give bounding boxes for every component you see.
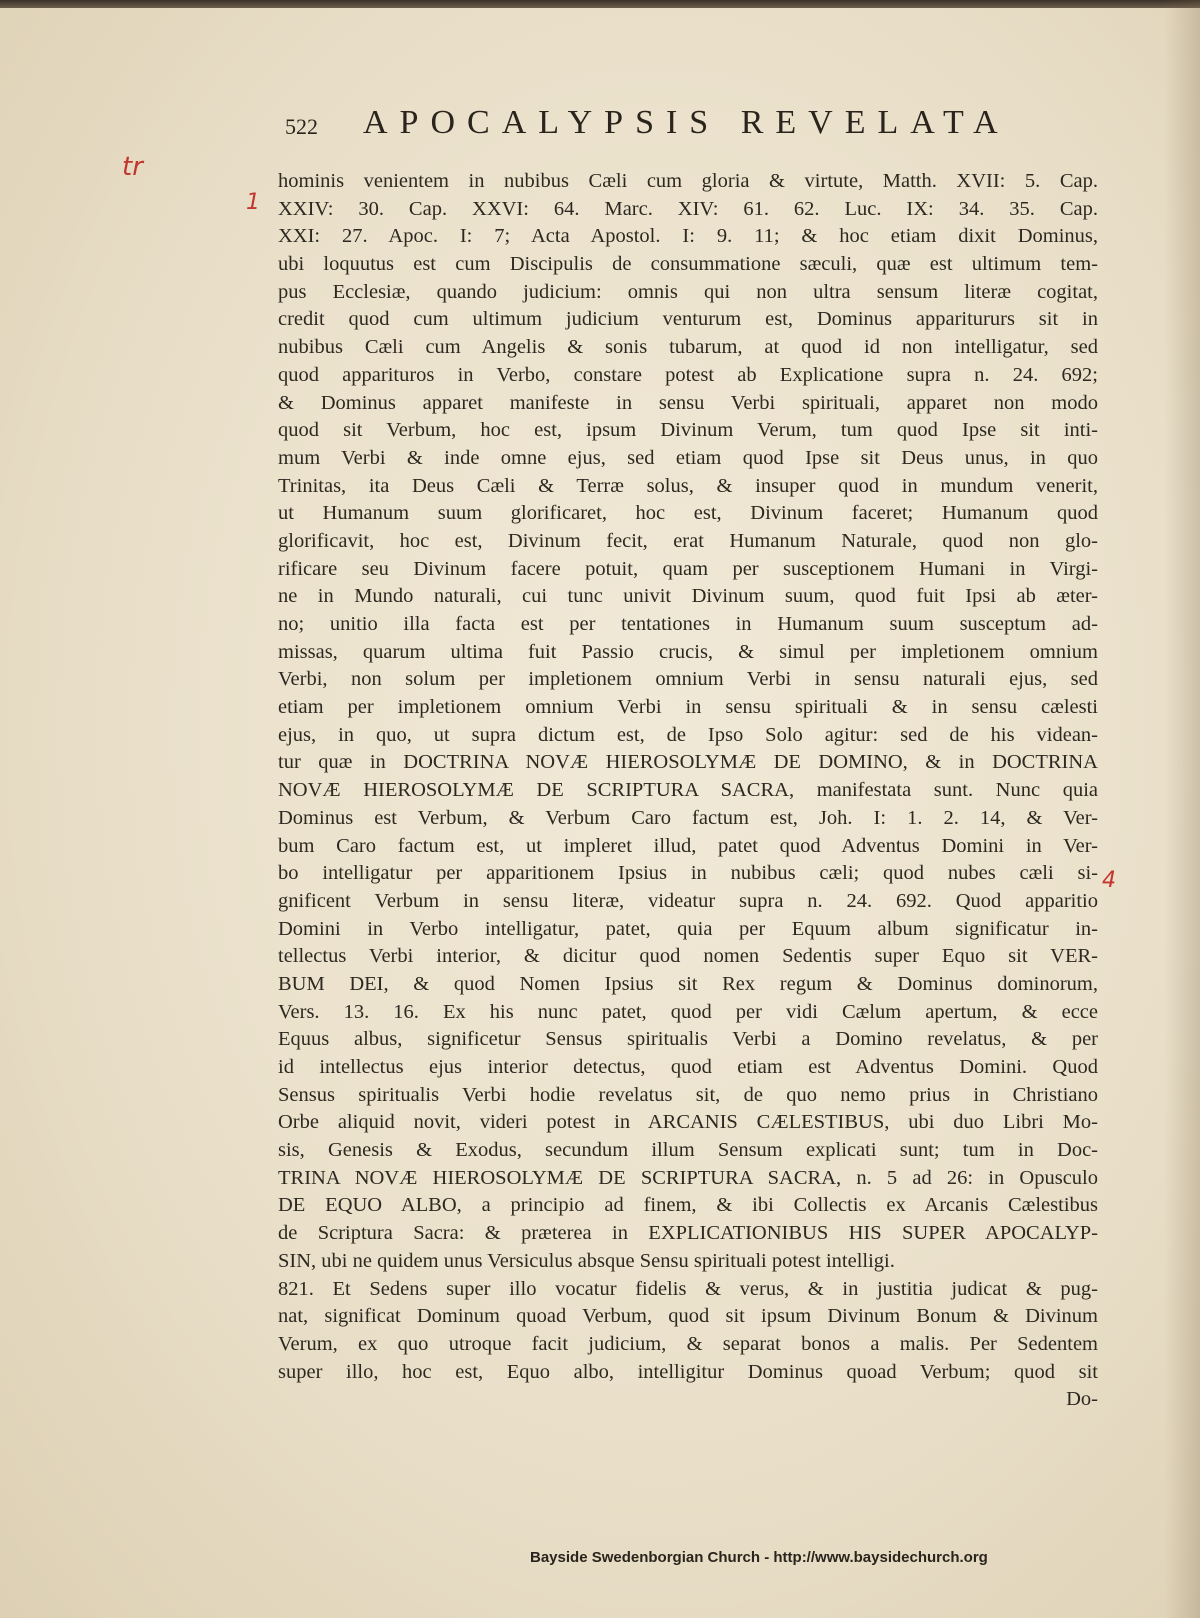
text-line: TRINA NOVÆ HIEROSOLYMÆ DE SCRIPTURA SACRA, n. 5 ad 26: in Opusculo — [278, 1166, 1098, 1189]
margin-note-mark-4: 4 — [1102, 868, 1116, 893]
text-line: no; unitio illa facta est per tentationes in Humanum suum susceptum ad- — [278, 613, 1098, 635]
text-line: mum Verbi & inde omne ejus, sed etiam quod Ipse sit Deus unus, in quo — [278, 446, 1098, 469]
text-line: XXIV: 30. Cap. XXVI: 64. Marc. XIV: 61. 62. Luc. IX: 34. 35. Cap. — [278, 197, 1098, 220]
text-line: nubibus Cæli cum Angelis & sonis tubarum, at quod id non intelligatur, sed — [278, 336, 1098, 359]
catchword: Do- — [1066, 1388, 1098, 1411]
text-line: Sensus spiritualis Verbi hodie revelatus sit, de quo nemo prius in Christiano — [278, 1083, 1098, 1106]
text-line: ut Humanum suum glorificaret, hoc est, Divinum faceret; Humanum quod — [278, 502, 1098, 525]
text-line: Domini in Verbo intelligatur, patet, quia per Equum album significatur in- — [278, 917, 1098, 940]
text-line: de Scriptura Sacra: & præterea in EXPLICATIONIBUS HIS SUPER APOCALYP- — [278, 1222, 1098, 1245]
running-title: APOCALYPSIS REVELATA — [363, 104, 1010, 141]
body-text — [278, 168, 1098, 1414]
text-line: credit quod cum ultimum judicium venturum est, Dominus apparitururs sit in — [278, 308, 1098, 331]
text-line: 821. Et Sedens super illo vocatur fidelis & verus, & in justitia judicat & pug- — [278, 1277, 1098, 1300]
text-line: quod sit Verbum, hoc est, ipsum Divinum Verum, tum quod Ipse sit inti- — [278, 419, 1098, 442]
text-line: tur quæ in DOCTRINA NOVÆ HIEROSOLYMÆ DE DOMINO, & in DOCTRINA — [278, 751, 1098, 774]
text-line: pus Ecclesiæ, quando judicium: omnis qui non ultra sensum literæ cogitat, — [278, 280, 1098, 303]
text-line: id intellectus ejus interior detectus, quod etiam est Adventus Domini. Quod — [278, 1056, 1098, 1078]
text-line: nat, significat Dominum quoad Verbum, quod sit ipsum Divinum Bonum & Divinum — [278, 1305, 1098, 1328]
text-line: missas, quarum ultima fuit Passio crucis, & simul per impletionem omnium — [278, 640, 1098, 663]
text-line: sis, Genesis & Exodus, secundum illum Sensum explicati sunt; tum in Doc- — [278, 1139, 1098, 1162]
margin-note-mark-1: 1 — [246, 190, 260, 215]
page-number: 522 — [285, 114, 318, 139]
text-line: NOVÆ HIEROSOLYMÆ DE SCRIPTURA SACRA, manifestata sunt. Nunc quia — [278, 779, 1098, 802]
text-line: ejus, in quo, ut supra dictum est, de Ipso Solo agitur: sed de his videan- — [278, 723, 1098, 746]
text-line: DE EQUO ALBO, a principio ad finem, & ibi Collectis ex Arcanis Cælestibus — [278, 1194, 1098, 1217]
text-line: Equus albus, significetur Sensus spiritualis Verbi a Domino revelatus, & per — [278, 1028, 1098, 1051]
text-line: Verum, ex quo utroque facit judicium, & separat bonos a malis. Per Sedentem — [278, 1332, 1098, 1355]
text-line: Orbe aliquid novit, videri potest in ARCANIS CÆLESTIBUS, ubi duo Libri Mo- — [278, 1111, 1098, 1134]
text-line: super illo, hoc est, Equo albo, intelligitur Dominus quoad Verbum; quod sit — [278, 1360, 1098, 1383]
text-line: SIN, ubi ne quidem unus Versiculus absque Sensu spirituali potest intelligi. — [278, 1249, 895, 1272]
text-line: XXI: 27. Apoc. I: 7; Acta Apostol. I: 9. 11; & hoc etiam dixit Dominus, — [278, 225, 1098, 248]
text-line: bo intelligatur per apparitionem Ipsius in nubibus cæli; quod nubes cæli si- — [278, 862, 1098, 885]
text-line: gnificent Verbum in sensu literæ, videatur supra n. 24. 692. Quod apparitio — [278, 889, 1098, 912]
page-header — [285, 104, 1045, 152]
text-line: ne in Mundo naturali, cui tunc univit Divinum suum, quod fuit Ipsi ab æter- — [278, 585, 1098, 608]
text-line: & Dominus apparet manifeste in sensu Verbi spirituali, apparet non modo — [278, 391, 1098, 414]
text-line: tellectus Verbi interior, & dicitur quod nomen Sedentis super Equo sit VER- — [278, 945, 1098, 968]
text-line: bum Caro factum est, ut impleret illud, patet quod Adventus Domini in Ver- — [278, 834, 1098, 857]
text-line: quod apparituros in Verbo, constare potest ab Explicatione supra n. 24. 692; — [278, 363, 1098, 386]
page-top-edge — [0, 0, 1200, 8]
text-line: Dominus est Verbum, & Verbum Caro factum est, Joh. I: 1. 2. 14, & Ver- — [278, 806, 1098, 829]
text-line: glorificavit, hoc est, Divinum fecit, erat Humanum Naturale, quod non glo- — [278, 529, 1098, 552]
text-line: BUM DEI, & quod Nomen Ipsius sit Rex regum & Dominus dominorum, — [278, 972, 1098, 995]
text-line: Trinitas, ita Deus Cæli & Terræ solus, & insuper quod in mundum venerit, — [278, 474, 1098, 497]
text-line: ubi loquutus est cum Discipulis de consummatione sæculi, quæ est ultimum tem- — [278, 253, 1098, 276]
margin-note-tr: tr — [122, 152, 143, 182]
page-gutter-shadow — [1164, 0, 1200, 1618]
text-line: hominis venientem in nubibus Cæli cum gloria & virtute, Matth. XVII: 5. Cap. — [278, 170, 1098, 192]
text-line: etiam per impletionem omnium Verbi in sensu spirituali & in sensu cælesti — [278, 696, 1098, 719]
text-line: Vers. 13. 16. Ex his nunc patet, quod per vidi Cælum apertum, & ecce — [278, 1000, 1098, 1023]
text-line: rificare seu Divinum facere potuit, quam per susceptionem Humani in Virgi- — [278, 557, 1098, 580]
text-line: Verbi, non solum per impletionem omnium Verbi in sensu naturali ejus, sed — [278, 668, 1098, 691]
watermark-credit: Bayside Swedenborgian Church - http://www.baysidechurch.org — [530, 1549, 988, 1566]
